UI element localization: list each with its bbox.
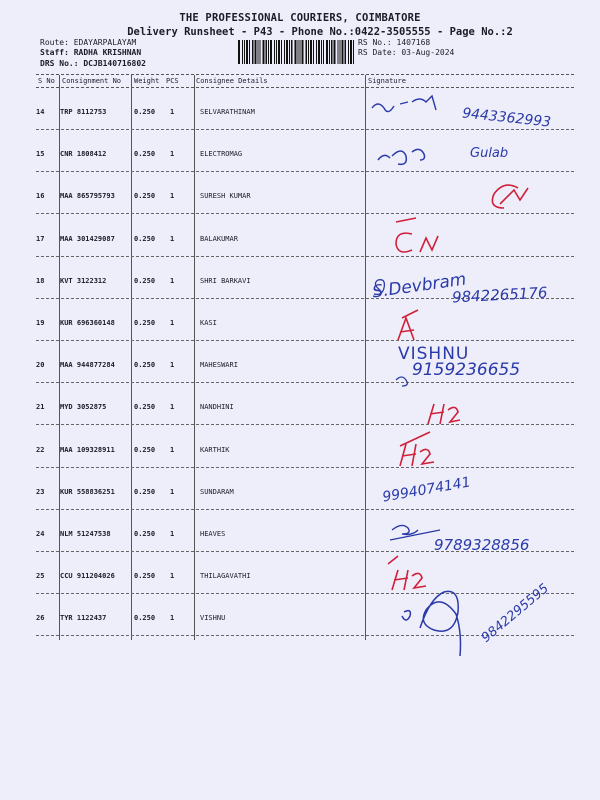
- consignment-cell: KUR 696360148: [60, 319, 115, 327]
- sno-cell: 22: [36, 445, 45, 454]
- consignment-cell: MAA 865795793: [60, 192, 115, 201]
- pcs-cell: 1: [170, 614, 175, 623]
- table-row: [36, 468, 574, 510]
- table-row: [36, 383, 574, 425]
- weight-cell: 0.250: [134, 319, 156, 327]
- barcode-bar: [298, 40, 299, 64]
- barcode-bar: [274, 40, 275, 64]
- barcode-bar: [334, 40, 336, 64]
- consignment-cell: CNR 1808412: [60, 150, 107, 159]
- handwritten-phone: 9842265176: [451, 283, 548, 307]
- barcode-bar: [300, 40, 301, 64]
- barcode-bar: [246, 40, 248, 64]
- barcode-bar: [289, 40, 290, 64]
- weight-cell: 0.250: [134, 487, 156, 496]
- barcode-bar: [342, 40, 344, 64]
- handwritten-phone: 9789328856: [434, 536, 530, 554]
- barcode-bar: [244, 40, 245, 64]
- table-row: [36, 215, 574, 257]
- barcode-bar: [286, 40, 288, 64]
- handwritten-note: Gulab: [470, 146, 509, 161]
- consignment-cell: CCU 911204026: [60, 572, 115, 581]
- barcode-bar: [255, 40, 257, 64]
- pcs-cell: 1: [170, 445, 175, 454]
- barcode-bar: [321, 40, 322, 64]
- pcs-cell: 1: [170, 319, 175, 327]
- pcs-cell: 1: [170, 108, 175, 116]
- sno-cell: 21: [36, 403, 45, 412]
- weight-cell: 0.250: [134, 234, 156, 243]
- barcode-bar: [266, 40, 268, 64]
- consignee-cell: SURESH KUMAR: [200, 192, 251, 201]
- barcode-bar: [249, 40, 250, 64]
- barcode-bar: [281, 40, 282, 64]
- drs-label: DRS No.: DCJB140716802: [40, 59, 146, 68]
- barcode-bar: [276, 40, 277, 64]
- handwritten-phone: 9842295595: [478, 581, 552, 646]
- header-rule-top: [36, 74, 574, 75]
- consignee-cell: MAHESWARI: [200, 361, 238, 370]
- weight-cell: 0.250: [134, 445, 156, 454]
- barcode-bar: [278, 40, 280, 64]
- col-header-signature: Signature: [368, 77, 406, 85]
- barcode-bar: [345, 40, 347, 64]
- barcode-bar: [291, 40, 293, 64]
- barcode-bar: [340, 40, 341, 64]
- barcode-bar: [316, 40, 317, 64]
- table-row: [36, 426, 574, 468]
- consignment-cell: MAA 944877284: [60, 361, 115, 370]
- pcs-cell: 1: [170, 150, 175, 159]
- barcode-bar: [242, 40, 243, 64]
- barcode-bar: [258, 40, 259, 64]
- barcode-bar: [308, 40, 309, 64]
- table-row: [36, 299, 574, 341]
- runsheet-title: Delivery Runsheet - P43 - Phone No.:0422-3505555 - Page No.:2: [127, 26, 513, 38]
- handwritten-name: S.Devbram: [371, 269, 468, 303]
- consignment-cell: MAA 109328911: [60, 445, 115, 454]
- handwritten-phone: 9994074141: [381, 474, 472, 506]
- col-header-weight: Weight: [134, 77, 160, 85]
- sno-cell: 18: [36, 276, 45, 285]
- consignee-cell: KARTHIK: [200, 445, 230, 454]
- weight-cell: 0.250: [134, 276, 156, 285]
- sno-cell: 19: [36, 319, 45, 327]
- staff-label: Staff: RADHA KRISHNAN: [40, 48, 142, 57]
- table-row: [36, 172, 574, 214]
- rs-date-label: RS Date: 03-Aug-2024: [358, 48, 455, 57]
- consignee-cell: THILAGAVATHI: [200, 572, 251, 581]
- barcode-bar: [238, 40, 240, 64]
- barcode-bar: [350, 40, 352, 64]
- weight-cell: 0.250: [134, 150, 156, 159]
- consignment-cell: KVT 3122312: [60, 276, 107, 285]
- pcs-cell: 1: [170, 192, 175, 201]
- pcs-cell: 1: [170, 234, 175, 243]
- barcode-bar: [252, 40, 254, 64]
- barcode-bar: [284, 40, 285, 64]
- pcs-cell: 1: [170, 572, 175, 581]
- barcode-bar: [295, 40, 297, 64]
- pcs-cell: 1: [170, 487, 175, 496]
- sno-cell: 20: [36, 361, 45, 370]
- rs-no-label: RS No.: 1407168: [358, 38, 431, 47]
- pcs-cell: 1: [170, 361, 175, 370]
- handwritten-phone: 9159236655: [412, 360, 521, 380]
- barcode-bar: [268, 40, 269, 64]
- barcode-bar: [260, 40, 261, 64]
- col-header-consignment: Consignment No: [62, 77, 122, 85]
- weight-cell: 0.250: [134, 403, 156, 412]
- sno-cell: 25: [36, 572, 45, 581]
- sno-cell: 24: [36, 530, 45, 538]
- consignee-cell: SUNDARAM: [200, 487, 234, 496]
- barcode-bar: [338, 40, 339, 64]
- barcode-bar: [326, 40, 328, 64]
- weight-cell: 0.250: [134, 614, 156, 623]
- barcode-bar: [270, 40, 272, 64]
- consignment-cell: TRP 8112753: [60, 108, 107, 116]
- weight-cell: 0.250: [134, 530, 156, 538]
- col-header-consignee: Consignee Details: [196, 77, 268, 85]
- sno-cell: 17: [36, 234, 45, 243]
- sno-cell: 14: [36, 108, 45, 116]
- barcode-bar: [306, 40, 308, 64]
- consignment-cell: KUR 558836251: [60, 487, 115, 496]
- route-label: Route: EDAYARPALAYAM: [40, 38, 137, 47]
- barcode-bar: [313, 40, 314, 64]
- pcs-cell: 1: [170, 530, 175, 538]
- barcode-bar: [263, 40, 265, 64]
- handwritten-name: VISHNU: [398, 344, 470, 364]
- barcode-bar: [348, 40, 349, 64]
- consignment-cell: MYD 3052875: [60, 403, 107, 412]
- consignee-cell: SHRI BARKAVI: [200, 276, 251, 285]
- table-row: [36, 552, 574, 594]
- consignment-cell: NLM 51247538: [60, 530, 111, 538]
- consignee-cell: NANDHINI: [200, 403, 234, 412]
- consignee-cell: ELECTROMAG: [200, 150, 243, 159]
- col-header-sno: S No: [38, 77, 55, 85]
- sno-cell: 16: [36, 192, 45, 201]
- handwritten-phone: 9443362993: [461, 105, 552, 131]
- barcode-bar: [331, 40, 333, 64]
- consignment-cell: MAA 301429087: [60, 234, 115, 243]
- sno-cell: 15: [36, 150, 45, 159]
- pcs-cell: 1: [170, 276, 175, 285]
- barcode-image: [238, 40, 354, 64]
- consignee-cell: HEAVES: [200, 530, 226, 538]
- col-header-pcs: PCS: [166, 77, 179, 85]
- pcs-cell: 1: [170, 403, 175, 412]
- barcode-bar: [323, 40, 324, 64]
- company-title: THE PROFESSIONAL COURIERS, COIMBATORE: [179, 12, 421, 24]
- barcode-bar: [318, 40, 320, 64]
- consignee-cell: SELVARATHINAM: [200, 108, 255, 116]
- sno-cell: 23: [36, 487, 45, 496]
- consignee-cell: VISHNU: [200, 614, 226, 623]
- barcode-bar: [302, 40, 304, 64]
- consignee-cell: KASI: [200, 319, 217, 327]
- weight-cell: 0.250: [134, 192, 156, 201]
- weight-cell: 0.250: [134, 361, 156, 370]
- weight-cell: 0.250: [134, 572, 156, 581]
- consignment-cell: TYR 1122437: [60, 614, 107, 623]
- barcode-bar: [353, 40, 354, 64]
- consignee-cell: BALAKUMAR: [200, 234, 238, 243]
- weight-cell: 0.250: [134, 108, 156, 116]
- barcode-bar: [310, 40, 312, 64]
- sno-cell: 26: [36, 614, 45, 623]
- barcode-bar: [329, 40, 330, 64]
